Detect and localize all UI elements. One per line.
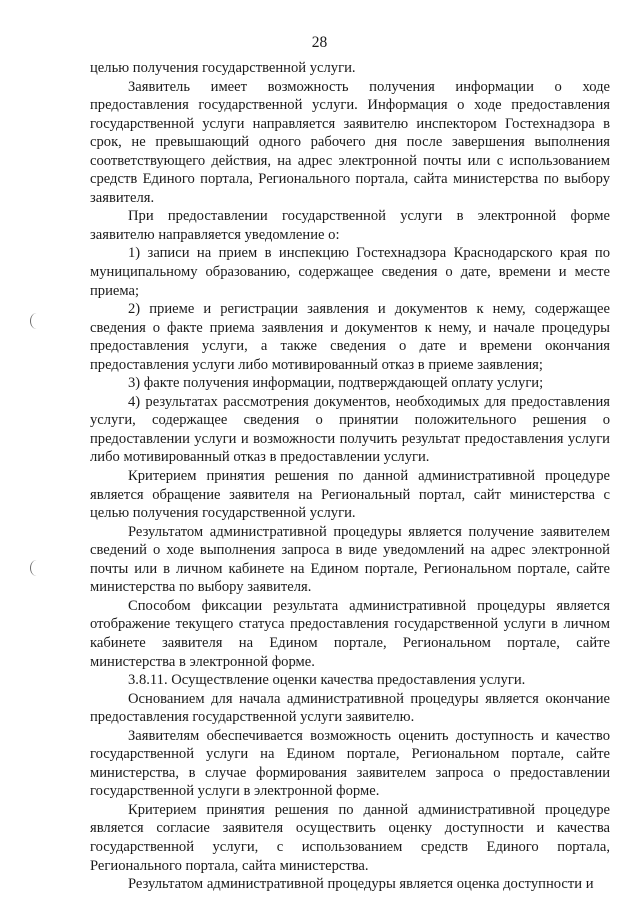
punch-hole-mark bbox=[30, 560, 43, 576]
page-number: 28 bbox=[311, 34, 328, 51]
paragraph: Критерием принятия решения по данной административной процедуре является согласие заявителя осуществить оценку доступности и качества государственной услуги, с использованием средств Единого портала, Регионального портала, сайта министерства. bbox=[90, 801, 610, 874]
section-heading: 3.8.11. Осуществление оценки качества предоставления услуги. bbox=[128, 672, 526, 689]
paragraph: Основанием для начала административной процедуры является окончание предоставления государственной услуги заявителю. bbox=[90, 690, 610, 726]
paragraph: Результатом административной процедуры является оценка доступности и bbox=[128, 876, 594, 893]
paragraph: Заявителям обеспечивается возможность оценить доступность и качество государственной услуги на Едином портале, Региональном портале, сайте министерства, в случае формирования заявителем запроса о предоставлении государственной услуги в электронной форме. bbox=[90, 727, 610, 800]
document-body bbox=[90, 59, 610, 894]
paragraph: При предоставлении государственной услуги в электронной форме заявителю направляется уведомление о: bbox=[90, 208, 610, 243]
list-item: 2) приеме и регистрации заявления и документов к нему, содержащее сведения о факте приема заявления и документов к нему, и начале процедуры предоставления услуги, а также сведения о дате и времени окончания предоставления услуги либо мотивированный отказ в приеме заявления; bbox=[90, 301, 610, 373]
paragraph: Критерием принятия решения по данной административной процедуре является обращение заявителя на Региональный портал, сайт министерства с целью получения государственной услуги. bbox=[90, 468, 610, 522]
paragraph: Результатом административной процедуры является получение заявителем сведений о ходе выполнения запроса в виде уведомлений на адрес электронной почты или в личном кабинете на Едином портале, Региональном портале, сайте министерства по выбору заявителя. bbox=[90, 523, 610, 596]
list-item: 4) результатах рассмотрения документов, необходимых для предоставления услуги, содержащее сведения о принятии положительного решения о предоставлении услуги и возможности получить результат предоставления услуги либо мотивированный отказ в предоставлении услуги. bbox=[90, 393, 610, 466]
list-item: 1) записи на прием в инспекцию Гостехнадзора Краснодарского края по муниципальному образованию, содержащее сведения о дате, времени и месте приема; bbox=[90, 245, 610, 299]
list-item: 3) факте получения информации, подтверждающей оплату услуги; bbox=[128, 375, 544, 392]
punch-hole-mark bbox=[30, 313, 43, 329]
paragraph: Способом фиксации результата административной процедуры является отображение текущего статуса предоставления государственной услуги в личном кабинете заявителя на Едином портале, Региональном портале, сайте министерства в электронной форме. bbox=[90, 597, 610, 670]
paragraph-continuation: целью получения государственной услуги. bbox=[90, 60, 356, 76]
paragraph: Заявитель имеет возможность получения информации о ходе предоставления государственной услуги. Информация о ходе предоставления государственной услуги направляется заявителю инспектором Гостехнадзора в срок, не превышающий одного рабочего дня после завершения выполнения соответствующего действия, на адрес электронной почты или с использованием средств Единого портала, Регионального портала, сайта министерства по выбору заявителя. bbox=[90, 78, 610, 206]
